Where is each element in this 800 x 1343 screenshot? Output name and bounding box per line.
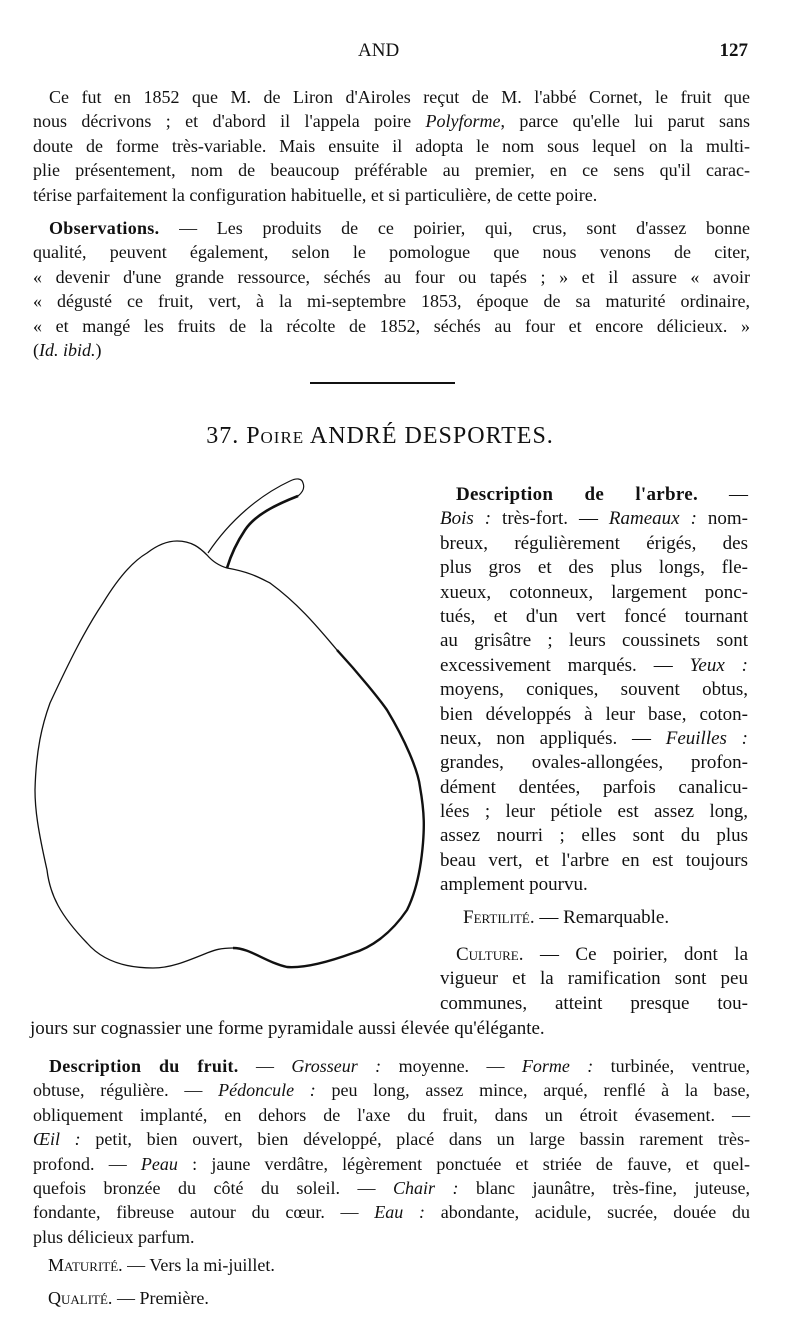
quality-note (48, 1286, 548, 1310)
text-line (440, 556, 748, 580)
text-run: lées ; leur pétiole est assez long, (440, 801, 748, 823)
text-line (440, 800, 748, 824)
text-run: — Vers la mi-juillet. (122, 1255, 275, 1275)
text-line (440, 678, 748, 702)
text-run: grandes, ovales-allongées, profon- (440, 752, 748, 774)
text-line (440, 824, 748, 848)
page-number: 127 (719, 40, 748, 61)
text-run: — Ce poirier, dont la (523, 944, 748, 965)
text-run: tués, et d'un vert foncé tournant (440, 605, 748, 627)
text-run: — Première. (112, 1288, 209, 1308)
text-run: jours sur cognassier une forme pyramidale aussi élevée qu'élégante. (30, 1018, 545, 1039)
text-run: bien développés à leur base, coton- (440, 703, 748, 725)
text-line (33, 1176, 750, 1200)
text-run: plus gros et des plus longs, fle- (440, 557, 748, 579)
text-run: beau vert, et l'arbre en est toujours (440, 849, 748, 871)
text-run: vigueur et la ramification sont peu (440, 968, 748, 990)
italic-term: Id. ibid. (39, 339, 96, 360)
text-line (440, 776, 748, 800)
italic-term: Forme : (521, 1056, 594, 1076)
text-line (33, 1200, 750, 1224)
italic-term: Rameaux : (608, 508, 697, 530)
pear-stem-shadow (227, 496, 298, 568)
text-line (440, 483, 748, 507)
running-title: AND (358, 40, 400, 61)
text-line (440, 873, 748, 897)
italic-term: Eau : (374, 1202, 425, 1223)
small-caps-label: Qualité. (48, 1288, 113, 1308)
text-run: nom- (696, 508, 748, 530)
italic-term: Peau (140, 1153, 178, 1174)
text-run: plie présentement, nom de beaucoup préférable au premier, en ce sens qu'il carac- (33, 160, 750, 181)
text-line (440, 967, 748, 991)
text-run: térise parfaitement la configuration habituelle, et si particulière, de cette poire. (33, 184, 598, 205)
fruit-description (33, 1054, 750, 1249)
run-in-heading: Description du fruit. (49, 1056, 239, 1076)
text-run: turbinée, ventrue, (593, 1056, 751, 1076)
text-line (440, 727, 748, 751)
text-line (440, 992, 748, 1016)
text-run: 37. (206, 423, 247, 449)
fertility-note (463, 906, 748, 930)
text-run: plus délicieux parfum. (33, 1226, 195, 1247)
text-line (440, 629, 748, 653)
text-run: moyenne. — (381, 1056, 522, 1076)
text-run: communes, atteint presque tou- (440, 992, 748, 1014)
text-run: qualité, peuvent également, selon le pomologue que nous venons de citer, (33, 242, 750, 263)
text-line (48, 1286, 548, 1310)
italic-term: Chair : (393, 1177, 459, 1198)
text-run: très-fort. — (491, 508, 609, 530)
text-run: « et mangé les fruits de la récolte de 1852, séchés au four et encore délicieux. » (33, 315, 750, 336)
pear-outline-shadow (233, 650, 424, 967)
text-run: abondante, acidule, sucrée, douée du (424, 1202, 750, 1223)
text-run: petit, bien ouvert, bien développé, placé dans un large bassin rarement très- (80, 1129, 750, 1150)
pear-illustration (0, 0, 440, 1000)
text-line (440, 943, 748, 967)
text-run: moyens, coniques, souvent obtus, (440, 679, 748, 701)
italic-term: Pédoncule : (218, 1080, 316, 1101)
italic-term: Bois : (440, 508, 492, 530)
small-caps-label: Poire (246, 423, 305, 449)
text-run: breux, régulièrement érigés, des (440, 532, 748, 554)
text-run: — (238, 1056, 292, 1076)
text-run: fondante, fibreuse autour du cœur. — (33, 1202, 375, 1223)
text-line (33, 1225, 750, 1249)
text-run: quefois bronzée du côté du soleil. — (33, 1177, 394, 1198)
text-run: ) (95, 339, 102, 360)
text-line (30, 1017, 690, 1041)
text-line (440, 507, 748, 531)
text-run: dément dentées, parfois canalicu- (440, 776, 748, 798)
text-run: amplement pourvu. (440, 874, 588, 896)
italic-term: Feuilles : (665, 727, 748, 749)
text-line (440, 605, 748, 629)
tree-description (440, 483, 748, 898)
text-line (33, 1054, 750, 1078)
small-caps-label: Culture. (456, 944, 524, 965)
run-in-heading: Description de l'arbre. (456, 484, 699, 505)
text-run: peu long, assez mince, arqué, renflé à la base, (315, 1080, 750, 1101)
text-line (440, 581, 748, 605)
text-line (440, 849, 748, 873)
text-run: : jaune verdâtre, légèrement ponctuée et striée de fauve, et quel- (177, 1153, 750, 1174)
text-run: — (698, 484, 749, 505)
small-caps-label: Fertilité. (463, 907, 535, 928)
text-run: — Les produits de ce poirier, qui, crus, sont d'assez bonne (159, 218, 750, 238)
run-in-heading: Observations. (49, 218, 160, 238)
text-run: xueux, cotonneux, largement ponc- (440, 581, 748, 603)
text-run: — Remarquable. (534, 907, 670, 928)
text-line (48, 1253, 548, 1277)
text-line (440, 654, 748, 678)
maturity-note (48, 1253, 548, 1277)
pear-outline (35, 541, 424, 968)
text-run: profond. — (33, 1153, 141, 1174)
text-line (33, 1127, 750, 1151)
text-line (33, 1103, 750, 1127)
italic-term: Œil : (33, 1129, 81, 1150)
italic-term: Polyforme (425, 111, 501, 132)
text-run: ( (33, 339, 39, 360)
text-line (33, 1078, 750, 1102)
text-run: assez nourri ; elles sont du plus (440, 825, 748, 847)
italic-term: Grosseur : (291, 1056, 382, 1076)
text-run: « devenir d'une grande ressource, séchés au four ou tapés ; » et il assure « avoir (33, 266, 750, 287)
text-run: blanc jaunâtre, très-fine, juteuse, (458, 1177, 750, 1198)
text-run: ANDRÉ DESPORTES. (304, 423, 554, 449)
small-caps-label: Maturité. (48, 1255, 123, 1275)
culture-note (440, 943, 748, 1016)
text-line (33, 1152, 750, 1176)
text-line (440, 703, 748, 727)
text-run: au grisâtre ; leurs coussinets sont (440, 630, 748, 652)
text-run: neux, non appliqués. — (440, 727, 666, 749)
text-run: excessivement marqués. — (440, 654, 690, 676)
text-run: doute de forme très-variable. Mais ensuite il adopta le nom sous lequel on la multi- (33, 135, 750, 156)
text-run: « dégusté ce fruit, vert, à la mi-septembre 1853, époque de sa maturité ordinaire, (33, 291, 750, 312)
culture-note-end (30, 1017, 690, 1041)
text-run: , parce qu'elle lui parut sans (500, 111, 751, 132)
text-run: obtuse, régulière. — (33, 1080, 219, 1101)
text-line (440, 751, 748, 775)
text-run: obliquement implanté, en dehors de l'axe du fruit, dans un étroit évasement. — (33, 1104, 750, 1125)
italic-term: Yeux : (689, 654, 748, 676)
text-run: Ce fut en 1852 que M. de Liron d'Airoles reçut de M. l'abbé Cornet, le fruit que (49, 87, 750, 107)
text-line (440, 532, 748, 556)
text-run: nous décrivons ; et d'abord il l'appela poire (33, 111, 426, 132)
pear-stem (208, 479, 304, 568)
text-line (463, 906, 748, 930)
